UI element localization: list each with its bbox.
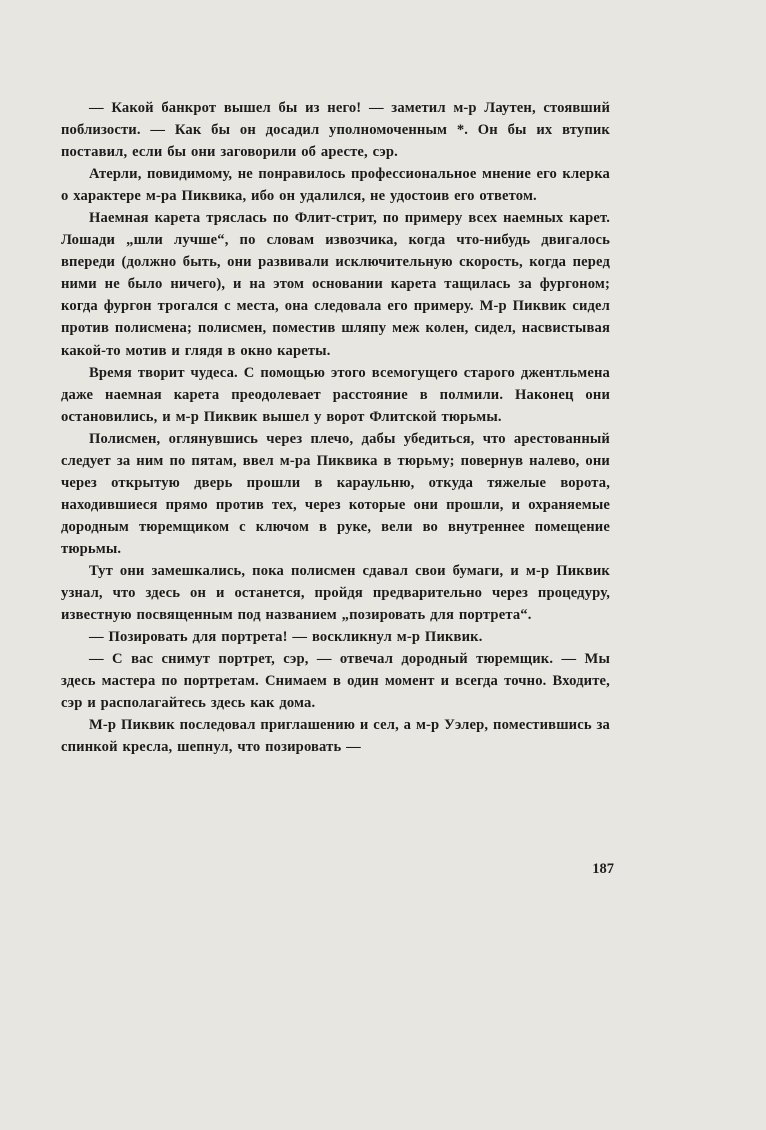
paragraph: М-р Пиквик последовал приглашению и сел, а м-р Уэлер, поместившись за спинкой кресла, шепнул, что позировать — bbox=[61, 717, 610, 756]
page-number: 187 bbox=[592, 861, 614, 877]
paragraph: Наемная карета тряслась по Флит-стрит, по примеру всех наемных карет. Лошади „шли лучше“, по словам извозчика, когда что-нибудь двигалось впереди (должно быть, они развивали исключительную скорость, когда перед ними не было ничего), и на этом основании карета тащилась за фургоном; когда фургон трогался с места, она следовала его примеру. М-р Пиквик сидел против полисмена; полисмен, поместив шляпу меж колен, сидел, насвистывая какой-то мотив и глядя в окно кареты. bbox=[61, 210, 610, 359]
paragraph: Время творит чудеса. С помощью этого всемогущего старого джентльмена даже наемная карета преодолевает расстояние в полмили. Наконец они остановились, и м-р Пиквик вышел у ворот Флитской тюрьмы. bbox=[61, 364, 610, 425]
paragraph: Тут они замешкались, пока полисмен сдавал свои бумаги, и м-р Пиквик узнал, что здесь он и останется, пройдя предварительно через процедуру, известную посвященным под названием „позировать для портрета“. bbox=[61, 562, 610, 624]
paragraph: — С вас снимут портрет, сэр, — отвечал дородный тюремщик. — Мы здесь мастера по портретам. Снимаем в один момент и всегда точно. Входите, сэр и располагайтесь здесь как дома. bbox=[61, 651, 610, 712]
paragraph: — Какой банкрот вышел бы из него! — заметил м-р Лаутен, стоявший поблизости. — Как бы он досадил уполномоченным *. Он бы их втупик поставил, если бы они заговорили об аресте, сэр. bbox=[61, 100, 610, 161]
page-text bbox=[61, 97, 610, 758]
paragraph: — Позировать для портрета! — воскликнул м-р Пиквик. bbox=[89, 629, 483, 646]
paragraph: Полисмен, оглянувшись через плечо, дабы убедиться, что арестованный следует за ним по пятам, ввел м-ра Пиквика в тюрьму; повернув налево, они через открытую дверь прошли в караульню, откуда тяжелые ворота, находившиеся прямо против тех, через которые они прошли, и охраняемые дородным тюремщиком с ключом в руке, вели во внутреннее помещение тюрьмы. bbox=[61, 430, 610, 557]
paragraph: Атерли, повидимому, не понравилось профессиональное мнение его клерка о характере м-ра Пиквика, ибо он удалился, не удостоив его ответом. bbox=[61, 166, 610, 205]
